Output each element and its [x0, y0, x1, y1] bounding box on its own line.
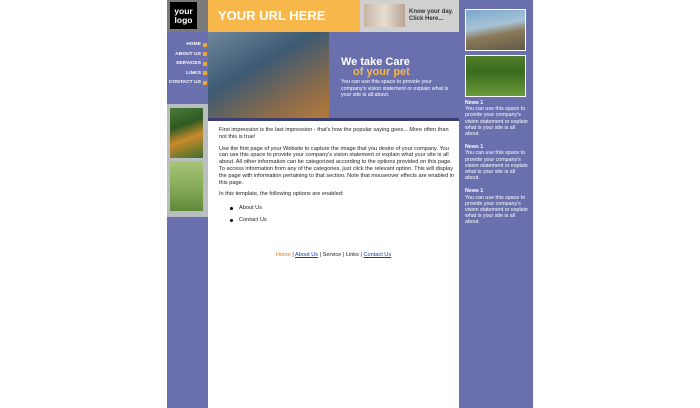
- hero-title-line2: of your pet: [353, 66, 410, 78]
- news-item: [465, 188, 531, 225]
- footer-separator: |: [341, 252, 346, 258]
- news-body: You can use this space to provide your company's vision statement or explain what is your site is all about.: [465, 106, 528, 138]
- news-body: You can use this space to provide your company's vision statement or explain what is your site is all about.: [465, 194, 528, 226]
- nav-item-contact-us[interactable]: [167, 78, 208, 87]
- nav-label: HOME: [186, 42, 201, 47]
- news-item: [465, 144, 531, 181]
- options-paragraph: In this template, the following options are enabled:: [219, 191, 344, 198]
- options-list: [230, 205, 457, 224]
- footer-separator: |: [290, 252, 296, 258]
- news-list: [465, 100, 531, 233]
- news-body: You can use this space to provide your company's vision statement or explain what is your site is all about.: [465, 150, 528, 182]
- hero-divider-bar: [208, 118, 459, 121]
- news-title[interactable]: News 1: [465, 100, 484, 106]
- list-item: About Us: [230, 205, 457, 212]
- main-nav: [167, 40, 208, 88]
- nav-label: LINKS: [186, 70, 201, 76]
- main-content: [219, 127, 457, 229]
- nav-item-services[interactable]: [167, 59, 208, 68]
- vet-with-dog-photo: [208, 32, 329, 118]
- list-item: Contact Us: [230, 217, 457, 224]
- nav-label: SERVICES: [176, 61, 201, 66]
- mountain-goat-image: [465, 9, 526, 51]
- intro-paragraph: First impression is the last impression - that's how the popular saying goes... More often than not this is true!: [219, 127, 449, 140]
- hero-title-line1: We take Care: [341, 56, 410, 68]
- crane-bird-image: [170, 161, 203, 211]
- bullet-icon: [203, 52, 207, 56]
- body-paragraph: Use the first page of your Website to capture the image that you desire of your company. You can use this space to provide your company's vision statement or explain what your site is all about. All other information can be categorized according to the options provided on this page. To access information from any of the categories, just click the relevant option. This will display the page with information pertaining to that section. Note that mouseover effects are enabled in this page.: [219, 145, 454, 186]
- header-url-banner: [208, 0, 360, 32]
- bullet-icon: [203, 81, 207, 85]
- footer-links-link[interactable]: Links: [345, 252, 359, 258]
- left-sidebar: [167, 0, 208, 408]
- hero-description: You can use this space to provide your company's vision statement or explain what is your site is all about.: [341, 79, 449, 98]
- parrot-image: [170, 108, 203, 158]
- nav-label: ABOUT US: [175, 51, 201, 57]
- nav-item-home[interactable]: [167, 40, 208, 49]
- footer-contact-link[interactable]: Contact Us: [363, 252, 392, 258]
- footer-home-link[interactable]: Home: [275, 252, 291, 258]
- ad-text[interactable]: Know your day. Click Here...: [409, 9, 454, 22]
- nav-label: CONTACT US: [168, 80, 201, 85]
- news-title[interactable]: News 1: [465, 188, 484, 195]
- news-item: [465, 100, 531, 137]
- sheep-field-image: [465, 55, 526, 97]
- news-title[interactable]: News 1: [465, 144, 484, 151]
- hero-panel: [329, 32, 459, 118]
- header-ad-banner[interactable]: [360, 0, 459, 32]
- site-url: YOUR URL HERE: [218, 8, 326, 23]
- footer-service-link[interactable]: Service: [322, 252, 342, 258]
- footer-links: [208, 252, 459, 258]
- logo-area: [167, 0, 208, 32]
- bullet-icon: [203, 71, 207, 75]
- bullet-icon: [203, 43, 207, 47]
- footer-separator: |: [318, 252, 323, 258]
- footer-about-link[interactable]: About Us: [295, 252, 319, 258]
- nav-item-links[interactable]: [167, 69, 208, 78]
- nav-item-about-us[interactable]: [167, 50, 208, 59]
- ad-faces-image: [364, 4, 405, 27]
- bullet-icon: [203, 62, 207, 66]
- footer-separator: |: [358, 252, 364, 258]
- logo[interactable]: your logo: [170, 2, 197, 29]
